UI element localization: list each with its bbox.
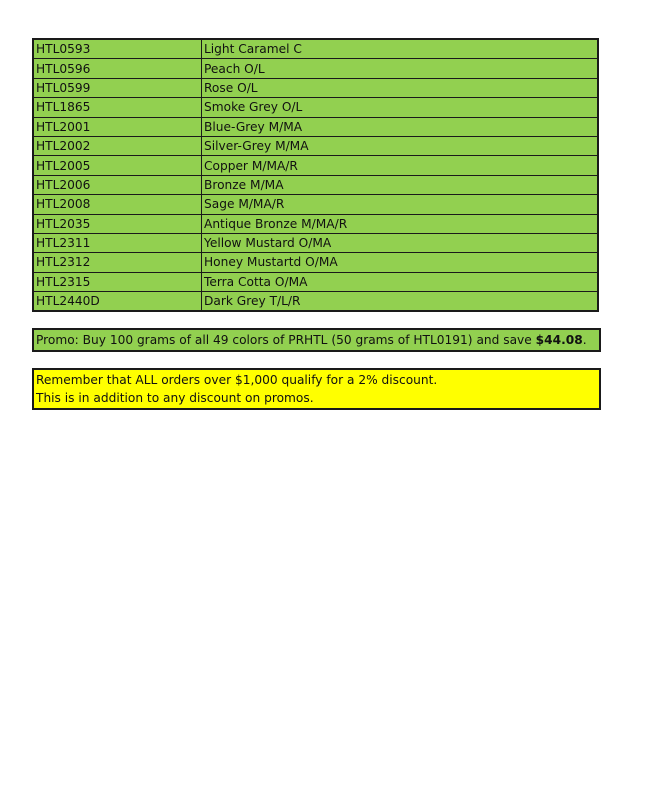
product-name-cell: Terra Cotta O/MA [202,272,599,291]
product-name-cell: Honey Mustartd O/MA [202,253,599,272]
product-code-cell: HTL2440D [33,292,202,312]
promo-box [32,328,601,352]
product-code-cell: HTL0596 [33,59,202,78]
product-name-cell: Antique Bronze M/MA/R [202,214,599,233]
discount-note-line-1: Remember that ALL orders over $1,000 qualify for a 2% discount. [36,373,438,387]
table-row [33,78,598,97]
discount-note-box [32,368,601,410]
product-code-cell: HTL2002 [33,136,202,155]
product-name-cell: Bronze M/MA [202,175,599,194]
product-code-cell: HTL2315 [33,272,202,291]
table-row [33,156,598,175]
promo-text: Promo: Buy 100 grams of all 49 colors of PRHTL (50 grams of HTL0191) and save [36,333,536,347]
table-row [33,292,598,312]
table-row [33,136,598,155]
table-row [33,233,598,252]
product-code-cell: HTL2035 [33,214,202,233]
product-name-cell: Yellow Mustard O/MA [202,233,599,252]
product-name-cell: Blue-Grey M/MA [202,117,599,136]
product-code-cell: HTL2311 [33,233,202,252]
table-row [33,117,598,136]
product-rows [33,39,598,311]
table-row [33,214,598,233]
product-code-cell: HTL2006 [33,175,202,194]
discount-note-line-2: This is in addition to any discount on promos. [36,391,314,405]
product-name-cell: Peach O/L [202,59,599,78]
table-row [33,59,598,78]
product-code-cell: HTL2001 [33,117,202,136]
table-row [33,253,598,272]
product-name-cell: Dark Grey T/L/R [202,292,599,312]
table-row [33,39,598,59]
product-code-cell: HTL2008 [33,195,202,214]
product-name-cell: Light Caramel C [202,39,599,59]
product-code-cell: HTL0599 [33,78,202,97]
promo-suffix: . [582,333,587,347]
product-name-cell: Smoke Grey O/L [202,98,599,117]
promo-amount: $44.08 [535,333,583,347]
product-name-cell: Rose O/L [202,78,599,97]
product-code-cell: HTL2005 [33,156,202,175]
product-name-cell: Copper M/MA/R [202,156,599,175]
product-code-cell: HTL0593 [33,39,202,59]
product-name-cell: Silver-Grey M/MA [202,136,599,155]
product-code-cell: HTL1865 [33,98,202,117]
table-row [33,195,598,214]
product-code-cell: HTL2312 [33,253,202,272]
product-name-cell: Sage M/MA/R [202,195,599,214]
table-row [33,175,598,194]
table-row [33,98,598,117]
product-table [32,38,599,312]
table-row [33,272,598,291]
